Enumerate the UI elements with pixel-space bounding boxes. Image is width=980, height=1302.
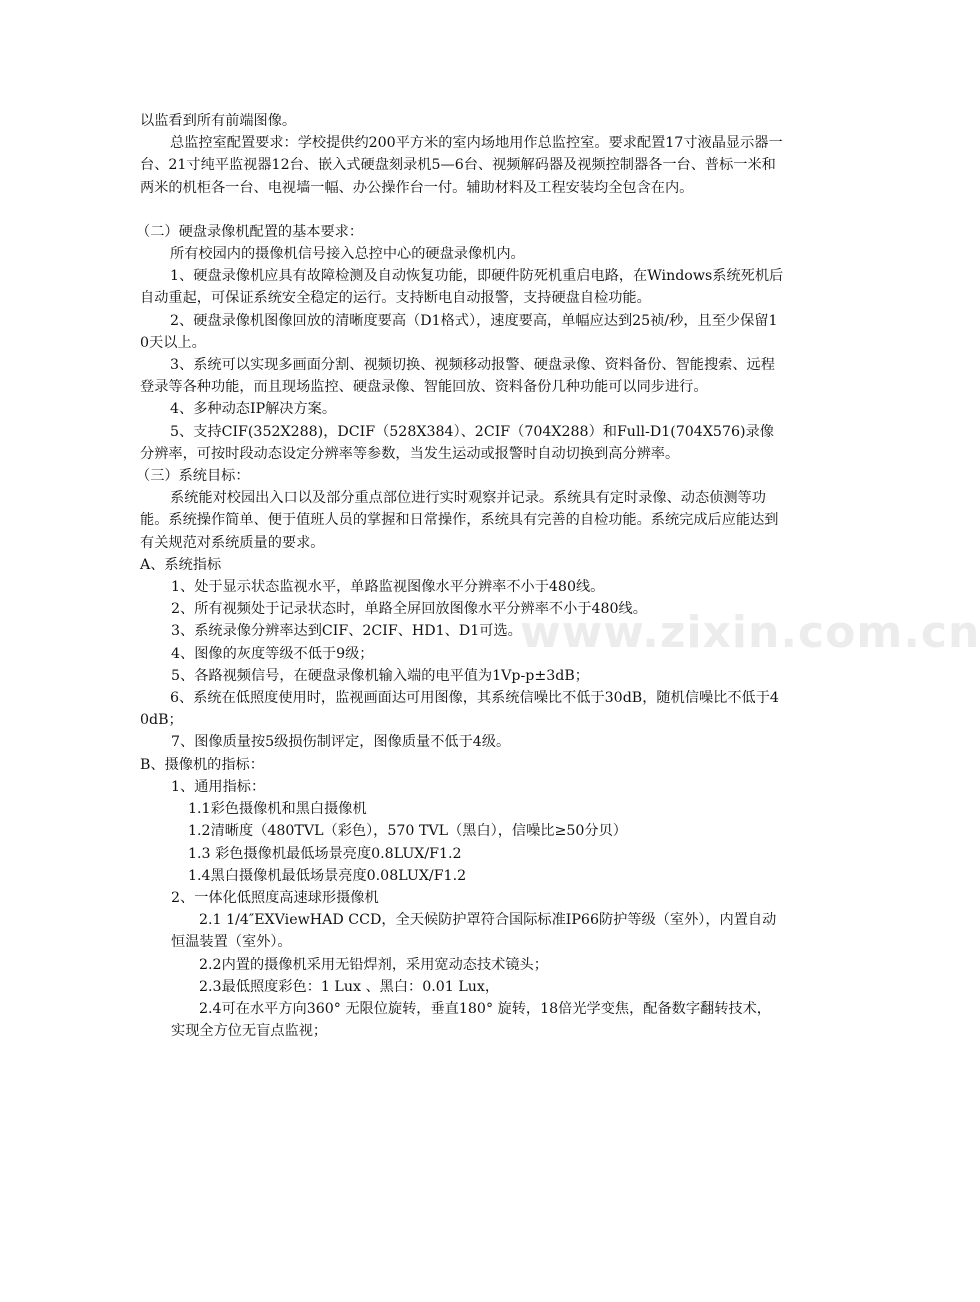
list-item-camera-2-1: 2.1 1/4″EXViewHAD CCD，全天候防护罩符合国际标准IP66防护等级（室外），内置自动恒温装置（室外）。: [171, 912, 777, 951]
paragraph-dvr-intro: 所有校园内的摄像机信号接入总控中心的硬盘录像机内。: [170, 246, 525, 263]
list-item-camera-1-3: 1.3 彩色摄像机最低场景亮度0.8LUX/F1.2: [188, 845, 462, 862]
list-item-dvr-2: 2、硬盘录像机图像回放的清晰度要高（D1格式），速度要高，单幅应达到25祯/秒，且至少保留10天以上。: [140, 312, 778, 351]
list-item-indicator-4: 4、图像的灰度等级不低于9级；: [171, 645, 374, 662]
list-item-indicator-1: 1、处于显示状态监视水平，单路监视图像水平分辨率不小于480线。: [171, 579, 605, 596]
list-item-indicator-2: 2、所有视频处于记录状态时，单路全屏回放图像水平分辨率不小于480线。: [171, 601, 647, 618]
list-item-general-indicators: 1、通用指标：: [171, 778, 266, 795]
section-heading-system-goals: （三）系统目标：: [136, 468, 250, 485]
list-item-speed-dome-camera: 2、一体化低照度高速球形摄像机: [171, 889, 379, 906]
list-item-dvr-5: 5、支持CIF(352X288)，DCIF（528X384）、2CIF（704X288）和Full-D1(704X576)录像分辨率，可按时段动态设定分辨率等参数，当发生运动或报警时自动切换到高分辨率。: [140, 423, 774, 462]
list-item-dvr-1: 1、硬盘录像机应具有故障检测及自动恢复功能，即硬件防死机重启电路，在Windows系统死机后自动重起，可保证系统安全稳定的运行。支持断电自动报警，支持硬盘自检功能。: [140, 268, 784, 307]
list-item-camera-2-4: 2.4可在水平方向360° 无限位旋转，垂直180° 旋转，18倍光学变焦，配备数字翻转技术，实现全方位无盲点监视；: [171, 1000, 771, 1040]
list-item-dvr-4: 4、多种动态IP解决方案。: [170, 401, 337, 418]
list-item-camera-1-4: 1.4黑白摄像机最低场景亮度0.08LUX/F1.2: [188, 867, 467, 884]
paragraph-system-goals: 系统能对校园出入口以及部分重点部位进行实时观察并记录。系统具有定时录像、动态侦测等功能。系统操作简单、便于值班人员的掌握和日常操作，系统具有完善的自检功能。系统完成后应能达到有关规范对系统质量的要求。: [140, 490, 779, 551]
list-item-dvr-3: 3、系统可以实现多画面分割、视频切换、视频移动报警、硬盘录像、资料备份、智能搜索、远程登录等各种功能，而且现场监控、硬盘录像、智能回放、资料备份几种功能可以同步进行。: [140, 357, 775, 396]
list-item-indicator-7: 7、图像质量按5级损伤制评定，图像质量不低于4级。: [171, 734, 511, 751]
paragraph-continuation: 以监看到所有前端图像。: [140, 113, 297, 129]
list-item-camera-1-1: 1.1彩色摄像机和黑白摄像机: [188, 801, 367, 818]
list-item-indicator-5: 5、各路视频信号，在硬盘录像机输入端的电平值为1Vp-p±3dB；: [171, 667, 589, 684]
list-item-indicator-6: 6、系统在低照度使用时，监视画面达可用图像，其系统信噪比不低于30dB，随机信噪比不低于40dB；: [140, 690, 779, 729]
list-item-camera-2-2: 2.2内置的摄像机采用无铅焊剂，采用宽动态技术镜头；: [199, 956, 548, 973]
list-item-camera-2-3: 2.3最低照度彩色：1 Lux 、黑白：0.01 Lux，: [199, 978, 500, 995]
section-heading-system-indicators: A、系统指标: [140, 556, 222, 573]
section-heading-dvr-requirements: （二）硬盘录像机配置的基本要求：: [136, 223, 364, 240]
section-heading-camera-indicators: B、摄像机的指标：: [140, 756, 264, 773]
paragraph-control-room-requirements: 总监控室配置要求：学校提供约200平方米的室内场地用作总监控室。要求配置17寸液晶显示器一台、21寸纯平监视器12台、嵌入式硬盘刻录机5—6台、视频解码器及视频控制器各一台、普标一米和两米的机柜各一台、电视墙一幅、办公操作台一付。辅助材料及工程安装均全包含在内。: [140, 135, 783, 196]
watermark-text: www.zixin.com.cn: [520, 607, 980, 658]
list-item-indicator-3: 3、系统录像分辨率达到CIF、2CIF、HD1、D1可选。: [171, 623, 522, 640]
paragraph-gap: [140, 199, 785, 221]
list-item-camera-1-2: 1.2清晰度（480TVL（彩色），570 TVL（黑白），信噪比≥50分贝）: [188, 823, 627, 840]
document-body: [136, 110, 785, 1042]
